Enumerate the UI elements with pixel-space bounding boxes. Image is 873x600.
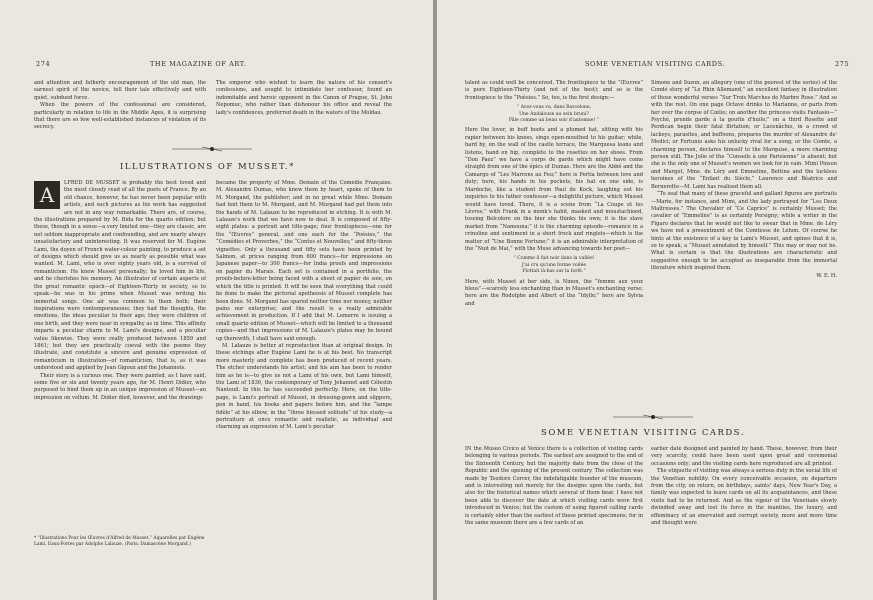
right-page [437,0,873,600]
paragraph: When the powers of the confessional are considered, particularly in relation to life in the Middle Ages, it is surprising that there are so few well-established instances of violation of its secrecy. [34,102,206,131]
musset-column-1 [34,180,206,530]
paragraph: Simone and Suzon, an allegory (one of the poorest of the series) of the Condé story of “Le Rhin Allemand,” an excellent fantasy in illustration of those wonderful verses “Sur Trois Marches de Marbre Rose.” And so with the rest. On one page Octave drinks to Marianne, or parts from her over the corpse of Cœlio; on another the princess visits Fantasio—“ Psyché, prends garde à ta goutte d'huile;” on a third Rosette and Perdican begin their fatal flirtation; or Lacenâchio, in a crowd of lackeys, parasites, and buffoons, prepares the murder of Alexandre de' Medici; or Fortunio asks his unlucky rival for a song; or the Comte, a charming person, declares himself to the Marquise, a more charming person still. The Jolie of the “Conseils à une Parisienne” is absent; but she is the only one of Musset's women we look for in vain. Mimi Pinson and Margot, Mme. de Léry and Emmeline, Bettine and the luckless heroines of the “Enfant du Siècle,” Laurence and Béatrice and Bernerette—M. Lami has realised them all. [651,80,837,190]
page-number-right: 275 [835,60,850,68]
paragraph: M. Lalauze is better at reproduction than at original design. In these etchings after Eugène Lami he is at his best. No transcript more masterly and complete has been produced of recent years. The etcher understands his artist; and his aim has been to render him as he is—to give us not a Lami of his own, but Lami himself, the Lami of 1830, the contemporary of Tony Johannot and Célestin Nanteuil. In this he has succeeded perfectly. Here, on the title-page, is Lami's portrait of Musset, in dressing-gown and slippers, pen in hand, his books and papers before him, and the “lampe fidèle” at his elbow, in the “three blessed solitude” of his study—a portraiture at once romantic and realistic, as individual and charming an expression of M. Lami's peculiar [216,342,392,431]
verse-line: “ Avez-vous vu, dans Barcelone, [516,105,592,111]
venetian-column-1 [465,446,643,576]
left-page [0,0,433,600]
ornament-divider [172,146,252,152]
page-number-left: 274 [36,60,51,68]
paragraph: The etiquette of visiting was always a serious duty in the social life of the Venetian nobility. On every conceivable occasion, on departure from the city, on return, on birthdays, saints' days, New Year's Day, a family was expected to leave cards on all its acquaintances, and these visits had to be returned. And as the vigour of the Venetians slowly dwindled away and lost its force in the inanities, the luxury, and effeminacy of an enervated and corrupt society, more and more time and thought were [651,468,837,527]
running-head-left: THE MAGAZINE OF ART. [150,60,247,68]
opening-text: LFRED DE MUSSET is probably the best loved and the most closely read of all the poets of France. By an old chance, however, he has never been popular with artists, and such pictures as his work has suggested are not in any way remarkable. There are, of course, the illustrations prepared by M. Bida for the quarto edition; but these, though in a sense—a very limited one—they are classic, are not seldom inappropriate and confounding, and are nearly always unsatisfactory and uninteresting. It was reserved for M. Eugène Lami, the doyen of French water-colour painting, to produce a set of designs which should give us as nearly as possible what was wanted. M. Lami, who is over eighty years old, is a survival of romanticism. He knew Musset personally; he loved him in life, and he cherishes his memory. An illustrator of certain aspects of the great romantic epoch—of Eighteen-Thirty in society, so to speak—he was in his prime when Musset was writing his immortal songs. One air was common to them both; their inspirations were contemporaneous; they had the thoughts, the emotions, the ideas peculiar to their age; they were children of one birth, and they were near in sympathy as in time. This affinity imparts a peculiar charm to M. Lami's designs, and a peculiar value likewise. They were really produced between 1859 and 1861; but they are practically coeval with the poems they illustrate, and constitute a sincere and genuine expression of romanticism in illustration—of romanticism, that is, as it was understood and applied by Jean Gigoux and the Johannots. [34,180,206,372]
paragraph: Here the lover, in buff boots and a plumed hat, sitting with his rapier between his knees, sings open-mouthed to his guitar; while, hard by, on the wall of the castle terrace, the Marquesa leans and listens, hand on hip, complete to the rosettes on her shoes. From “Don Paez” we have a corps de garde which might have come straight from one of the épics of Dumas. Here are the Abbé and the Camargo of “Les Marrons au Feu;” here is Portia between love and duty; here, his hands in his pockets, his hat on one side, is Mardoche, like a student from Paul de Kock, laughing out his inquiries to his father confessor—a delightful picture, which Musset would have loved. There, it is a scene from “La Coupe et les Lèvres,” with Frank in a monk's habit, masked and moustachioed, tossing Belcolore on the bier she thinks his own; it is the slave market from “Namouna;” it is the charming episode—romance in a crinoline and sentiment in a short frock and ringlets—which is the matter of “Une Bonne Fortune;” it is an admirable interpretation of the “Nuit de Mai,” with the Muse advancing towards her poet— [465,127,643,252]
article-title-venetian: SOME VENETIAN VISITING CARDS. [541,428,745,438]
article-title-musset: ILLUSTRATIONS OF MUSSET.* [120,162,295,172]
paragraph: Here, with Musset at her side, is Ninon, the “femme aux yeux bleus”—scarcely less enchanting than in Musset's enchanting verse; here are the Rodolphe and Albert of the “Idylle;” here are Sylvia and [465,278,643,307]
running-head-right: SOME VENETIAN VISITING CARDS. [585,60,726,68]
top-column-1 [34,80,206,140]
paragraph: became the property of Mme. Demain of the Comédie Française. M. Alexandre Dumas, who knew them by heart, spoke of them to M. Morgand, the publisher; and in no great while Mme. Demain had lent them to M. Morgand, and M. Morgand had put them into the hands of M. Lalauze to be reproduced in etching. It is with M. Lalauze's work that we have now to deal. It is composed of fifty-eight plates: a portrait and title-page; four frontispieces—one for the “Œuvres” general, and one each for the “Poésies,” the “Comédies et Proverbes,” the “Contes et Nouvelles;” and fifty-three vignettes. Only a thousand and fifty sets have been printed by Salmon, at prices ranging from 600 francs—for impressions on Japanese paper—to 300 francs—for India proofs and impressions on papier du Marais. Each set is contained in a portfolio, the proofs-before-letter being faced with a sheet of papier de soie, on which the title is printed. It will be seen that everything that could be done to make the pictorial apotheosis of Musset complete has been done. M. Morgand has spared neither time nor money, neither pains nor enterprise; and the result is a really admirable achievement in production. If I add that M. Lemerre is issuing a small quarto edition of Musset—which will be limited to a thousand copies—and that impressions of M. Lalauze's plates may be bound up therewith, I shall have said enough. [216,180,392,342]
musset-column-2 [216,180,392,568]
author-signature: W. E. H. [816,272,837,279]
venetian-column-2 [651,446,837,576]
verse-quote-1 [465,105,643,124]
verse-line: Une Andalouse au sein bruni? [519,111,589,117]
verse-line: J'ai cru qu'une forme voilée [521,262,587,268]
verse-line: Pâle comme un beau soir d'automne! ” [508,118,600,124]
paragraph: IN the Museo Civico at Venice there is a collection of visiting cards belonging to various periods. The earliest are assigned to the end of the Sixteenth Century, but the majority date from the close of the Republic and the opening of the present century. The collection was made by Teodoro Correr, the indefatigable founder of the museum, and is interesting not merely for the designs upon the cards, but also for the historical names which several of them bear. I have not been able to discover the date at which visiting cards were first introduced in Venice; but the custom of using figured calling cards is certainly older than the earliest of these printed specimens; for in the same museum there are a few cards of an [465,446,643,527]
drop-cap: A [34,181,60,209]
paragraph [34,180,206,373]
top-column-2 [216,80,392,140]
verse-line: “ Comme il fait noir dans la vallée! [513,256,595,262]
verse-quote-2 [465,256,643,275]
paragraph: The emperor who wished to learn the nature of his consort's confessions, and sought to intimidate her confessor, found an indomitable and heroic opponent in the Canon of Prague, St. John Nepomuc, who rather than dishonour his office and reveal the lady's confidences, preferred death in the waters of the Moldau. [216,80,392,116]
paragraph: “To seal that many of these graceful and gallant figures are portraits—Marie, for instance, and Mimi, and the lady portrayed for “Les Deux Maîtresses.” The Chevalier of “Ce Caprice” is certainly Musset; the cavalier of “Emmeline” is as certainly Persigny; while a writer in the Figaro declares that he would not like to swear that in Mme. de Léry we have not a presentment of the Comtesse de Lehon. Of course he hints at the existence of a key to Lami's Musset, and opines that it is, so to speak, a “Musset annotated by himself.” This may or may not be. What is certain is that the illustrations are characteristic and suggestive enough to be accepted as inseparable from the immortal literature which inspired them. [651,191,837,272]
paragraph: talent as could well be conceived. The frontispiece to the “Œuvres” is pure Eighteen-Thirty (and not of the best); and so is the frontispiece to the “Poésies.” So, too, is the first design:— [465,80,643,101]
ornament-divider [613,414,693,420]
verse-line: Flottait là-bas sur la forêt.” [522,269,586,275]
musset-column-4 [651,80,837,406]
paragraph: and attention and fatherly encouragement of the old man, the earnest spirit of the novice, tell their tale effectively and with quiet, subdued force. [34,80,206,101]
paragraph: Their story is a curious one. They were painted, as I have said, some five or six and twenty years ago, for M. Henri Didier, who purposed to bind them up in an unique impression of Musset—an impression on vellum. M. Didier died, however, and the drawings [34,372,206,401]
footnote: * “Illustrations Pour les Œuvres d'Alfred de Musset.” Aquarelles par Eugène Lami. Eaux-Fortes par Adolphe Lalauze. (Paris: Damascène Morgand.) [34,536,205,547]
musset-column-3 [465,80,643,406]
paragraph: earlier date designed and painted by hand. These, however, from their very scarcity, could have been used upon great and ceremonial occasions only; and the visiting cards here reproduced are all printed. [651,446,837,467]
